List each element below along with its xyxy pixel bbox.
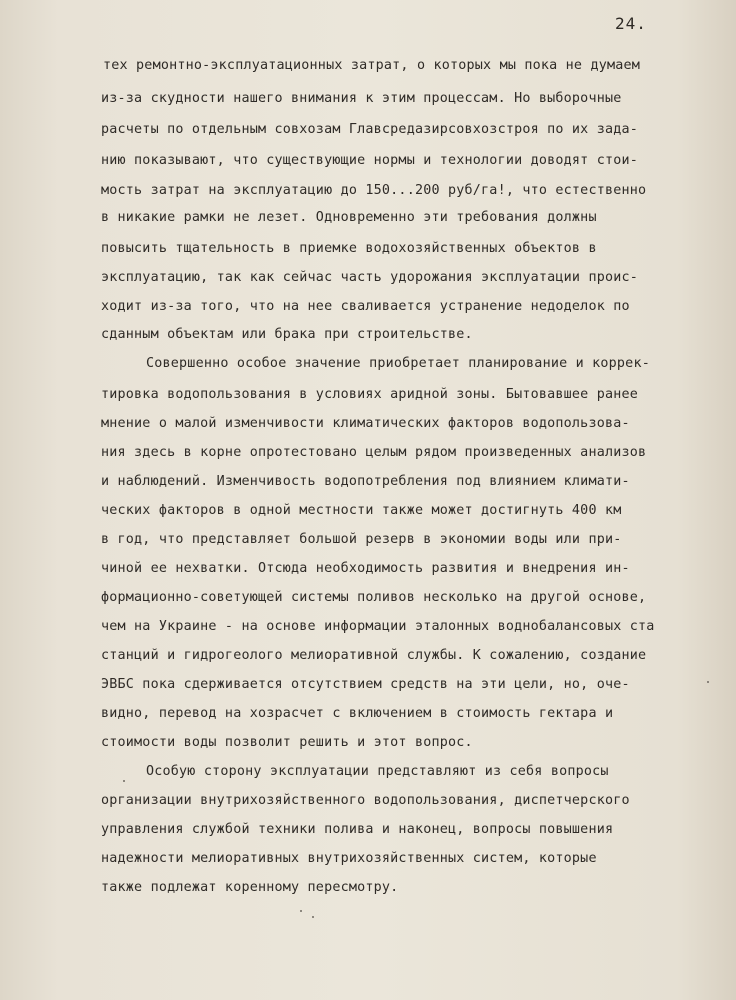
text-line: станций и гидрогеолого мелиоративной службы. К сожалению, создание <box>101 648 647 663</box>
text-line: Совершенно особое значение приобретает планирование и коррек- <box>146 356 650 371</box>
text-line: надежности мелиоративных внутрихозяйственных систем, которые <box>101 851 597 866</box>
text-line: тех ремонтно-эксплуатационных затрат, о которых мы пока не думаем <box>103 58 641 73</box>
text-line: Особую сторону эксплуатации представляют из себя вопросы <box>146 764 609 779</box>
text-line: управления службой техники полива и наконец, вопросы повышения <box>101 822 614 837</box>
text-line: в никакие рамки не лезет. Одновременно эти требования должны <box>101 210 597 225</box>
text-line: чем на Украине - на основе информации эталонных воднобалансовых ста <box>101 619 655 634</box>
paper-speck <box>707 681 709 683</box>
text-line: формационно-советующей системы поливов несколько на другой основе, <box>101 590 647 605</box>
text-line: ЭВБС пока сдерживается отсутствием средств на эти цели, но, оче- <box>101 677 630 692</box>
text-line: из-за скудности нашего внимания к этим процессам. Но выборочные <box>101 91 622 106</box>
text-line: мость затрат на эксплуатацию до 150...200 руб/га!, что естественно <box>101 183 647 198</box>
text-line: и наблюдений. Изменчивость водопотребления под влиянием климати- <box>101 474 630 489</box>
text-line: также подлежат коренному пересмотру. <box>101 880 399 895</box>
paper-speck <box>123 780 125 782</box>
text-line: ходит из-за того, что на нее сваливается устранение недоделок по <box>101 299 630 314</box>
text-line: повысить тщательность в приемке водохозяйственных объектов в <box>101 241 597 256</box>
page-number: 24. <box>615 14 647 33</box>
text-line: видно, перевод на хозрасчет с включением в стоимость гектара и <box>101 706 614 721</box>
text-line: сданным объектам или брака при строительстве. <box>101 327 473 342</box>
text-line: нию показывают, что существующие нормы и технологии доводят стои- <box>101 153 639 168</box>
text-line: стоимости воды позволит решить и этот вопрос. <box>101 735 473 750</box>
text-line: организации внутрихозяйственного водопользования, диспетчерского <box>101 793 630 808</box>
text-line: в год, что представляет большой резерв в экономии воды или при- <box>101 532 622 547</box>
text-line: чиной ее нехватки. Отсюда необходимость развития и внедрения ин- <box>101 561 630 576</box>
text-line: тировка водопользования в условиях аридной зоны. Бытовавшее ранее <box>101 387 639 402</box>
text-line: ческих факторов в одной местности также может достигнуть 400 км <box>101 503 622 518</box>
text-line: эксплуатацию, так как сейчас часть удорожания эксплуатации проис- <box>101 270 639 285</box>
paper-speck <box>312 916 314 918</box>
paper-speck <box>300 910 302 912</box>
text-line: мнение о малой изменчивости климатических факторов водопользова- <box>101 416 630 431</box>
text-line: ния здесь в корне опротестовано целым рядом произведенных анализов <box>101 445 647 460</box>
text-line: расчеты по отдельным совхозам Главсредазирсовхозстроя по их зада- <box>101 122 639 137</box>
